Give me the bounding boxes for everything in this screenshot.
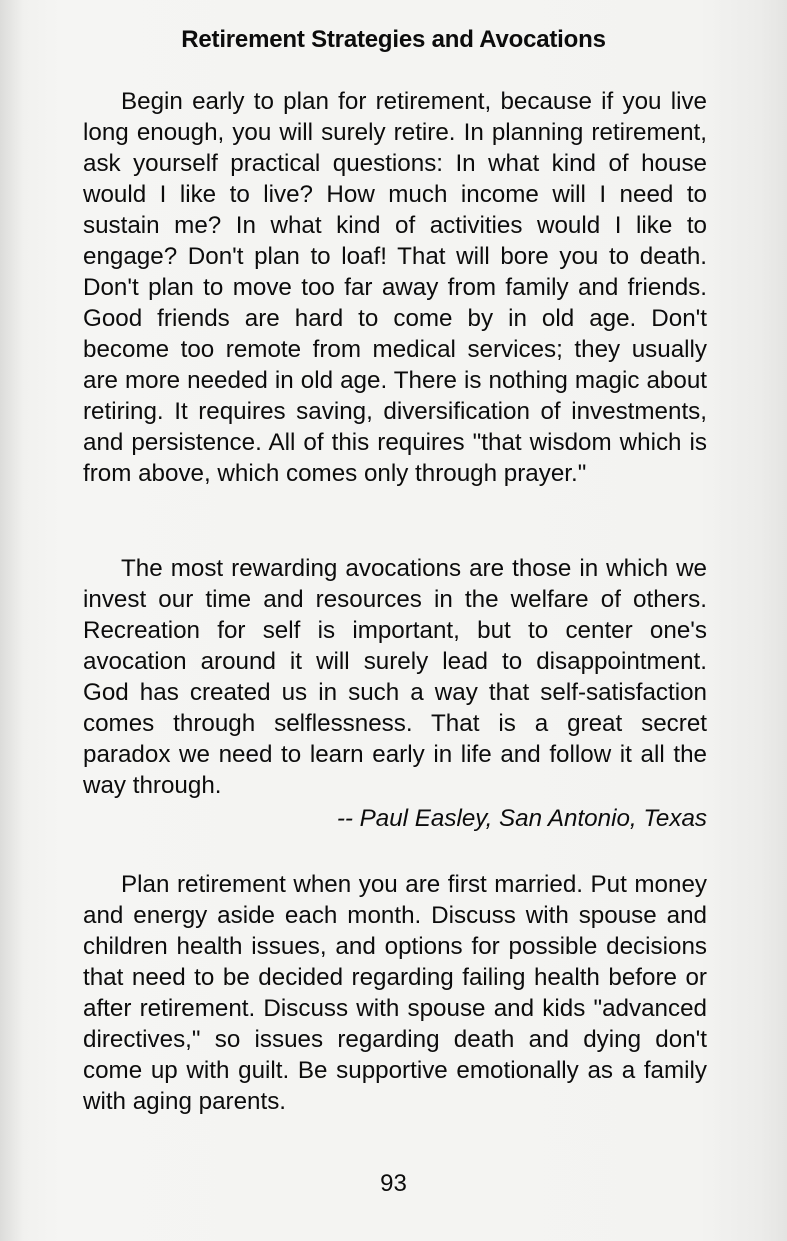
paragraph-2 [83, 553, 707, 801]
paragraph-1-text: Begin early to plan for retirement, because if you live long enough, you will surely retire. In planning retirement, ask yourself practical questions: In what kind of house would I like to live? How much income will I need to sustain me? In what kind of activities would I like to engage? Don't plan to loaf! That will bore you to death. Don't plan to move too far away from family and friends. Good friends are hard to come by in old age. Don't become too remote from medical services; they usually are more needed in old age. There is nothing magic about retiring. It requires saving, diversification of investments, and persistence. All of this requires "that wisdom which is from above, which comes only through prayer." [83, 88, 707, 487]
page-title: Retirement Strategies and Avocations [181, 26, 606, 53]
paragraph-2-text: The most rewarding avocations are those in which we invest our time and resources in the welfare of others. Recreation for self is important, but to center one's avocation around it will surely lead to disappointment. God has created us in such a way that self-satisfaction comes through selflessness. That is a great secret paradox we need to learn early in life and follow it all the way through. [83, 555, 707, 799]
paragraph-3 [83, 869, 707, 1117]
paragraph-3-text: Plan retirement when you are first married. Put money and energy aside each month. Discuss with spouse and children health issues, and options for possible decisions that need to be decided regarding failing health before or after retirement. Discuss with spouse and kids "advanced directives," so issues regarding death and dying don't come up with guilt. Be supportive emotionally as a family with aging parents. [83, 871, 707, 1115]
page-number: 93 [380, 1170, 407, 1197]
quote-attribution: -- Paul Easley, San Antonio, Texas [336, 805, 707, 832]
paragraph-1 [83, 86, 707, 489]
